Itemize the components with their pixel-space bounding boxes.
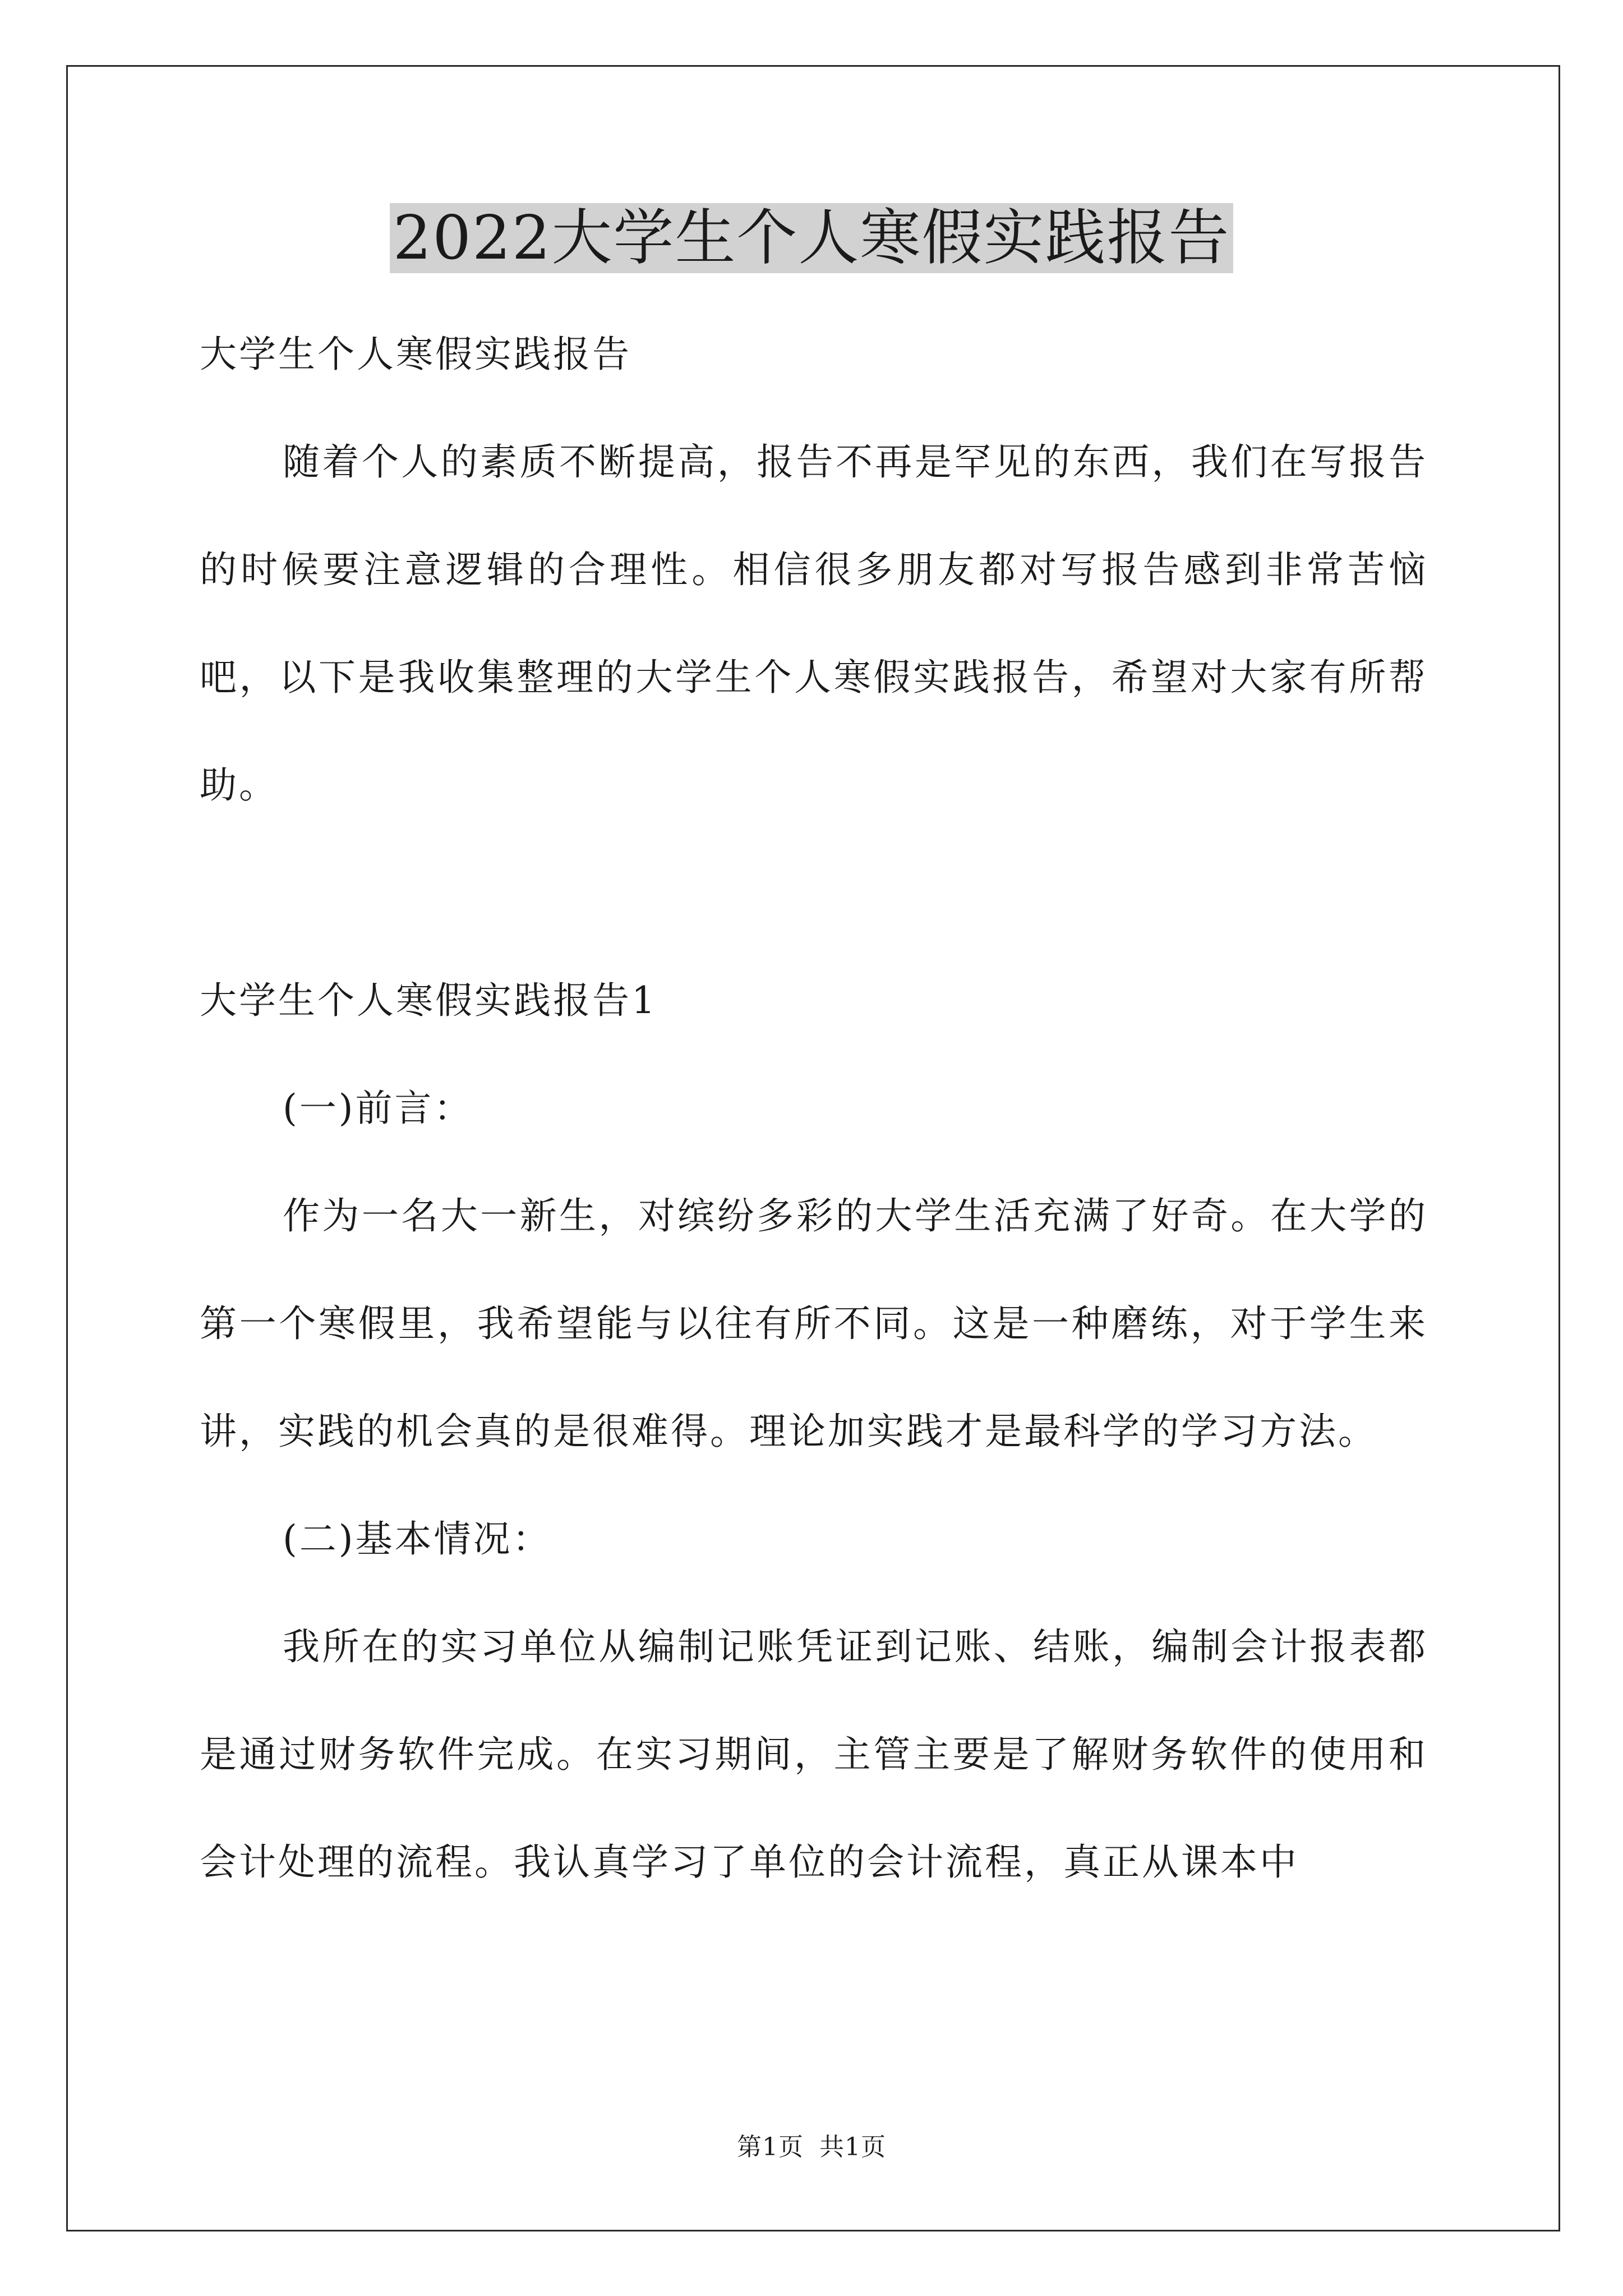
section-heading-basic-info: (二)基本情况： xyxy=(283,1517,552,1561)
preface-paragraph: 作为一名大一新生，对缤纷多彩的大学生活充满了好奇。在大学的第一个寒假里，我希望能与以往有所不同。这是一种磨练，对于学生来讲，实践的机会真的是很难得。理论加实践才是最科学的学习方法。 xyxy=(200,1194,1428,1453)
subtitle: 大学生个人寒假实践报告 xyxy=(200,333,631,376)
page-number: 第1页 xyxy=(737,2133,804,2161)
document-title-text: 2022大学生个人寒假实践报告 xyxy=(390,203,1234,273)
section-heading-preface: (一)前言： xyxy=(283,1087,473,1130)
page-footer xyxy=(0,2131,1623,2164)
document-title xyxy=(0,196,1623,280)
section-title: 大学生个人寒假实践报告1 xyxy=(200,979,657,1022)
blank-line xyxy=(200,839,1428,947)
intro-paragraph: 随着个人的素质不断提高，报告不再是罕见的东西，我们在写报告的时候要注意逻辑的合理性。相信很多朋友都对写报告感到非常苦恼吧，以下是我收集整理的大学生个人寒假实践报告，希望对大家有所帮助。 xyxy=(200,440,1428,807)
page-total: 共1页 xyxy=(819,2133,886,2161)
basic-info-paragraph: 我所在的实习单位从编制记账凭证到记账、结账，编制会计报表都是通过财务软件完成。在实习期间，主管主要是了解财务软件的使用和会计处理的流程。我认真学习了单位的会计流程，真正从课本中 xyxy=(200,1625,1428,1884)
document-body xyxy=(200,301,1428,1916)
